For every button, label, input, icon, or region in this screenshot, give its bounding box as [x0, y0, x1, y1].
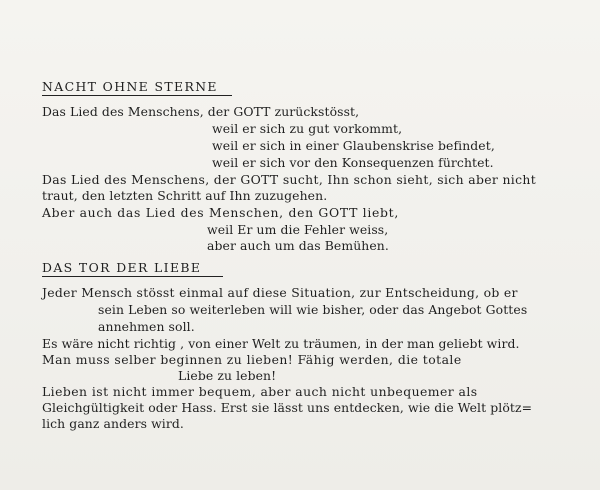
text-line: lich ganz anders wird. [42, 416, 184, 431]
text-line: weil Er um die Fehler weiss, [207, 222, 389, 237]
text-line: weil er sich vor den Konsequenzen fürchtet. [212, 155, 494, 170]
text-line: sein Leben so weiterleben will wie bisher, oder das Angebot Gottes [98, 302, 528, 317]
section-heading-nacht-ohne-sterne: NACHT OHNE STERNE [42, 79, 218, 94]
text-line: Lieben ist nicht immer bequem, aber auch nicht unbequemer als [42, 384, 478, 399]
text-line: traut, den letzten Schritt auf Ihn zuzugehen. [42, 188, 328, 203]
section-heading-das-tor-der-liebe: DAS TOR DER LIEBE [42, 260, 202, 275]
text-line: Gleichgültigkeit oder Hass. Erst sie lässt uns entdecken, wie die Welt plötz= [42, 400, 533, 415]
text-line: weil er sich in einer Glaubenskrise befindet, [212, 138, 495, 153]
text-line: Das Lied des Menschens, der GOTT sucht, Ihn schon sieht, sich aber nicht [42, 172, 537, 187]
heading-underline [42, 95, 232, 96]
text-line: aber auch um das Bemühen. [207, 238, 389, 253]
text-line: Man muss selber beginnen zu lieben! Fähig werden, die totale [42, 352, 462, 367]
text-line: weil er sich zu gut vorkommt, [212, 121, 403, 136]
text-line: Jeder Mensch stösst einmal auf diese Situation, zur Entscheidung, ob er [42, 285, 518, 300]
text-line: Liebe zu leben! [178, 368, 277, 383]
text-line: Das Lied des Menschens, der GOTT zurückstösst, [42, 104, 360, 119]
text-line: Es wäre nicht richtig , von einer Welt zu träumen, in der man geliebt wird. [42, 336, 520, 351]
text-line: Aber auch das Lied des Menschen, den GOTT liebt, [42, 205, 399, 220]
text-line: annehmen soll. [98, 319, 195, 334]
heading-underline [42, 276, 223, 277]
